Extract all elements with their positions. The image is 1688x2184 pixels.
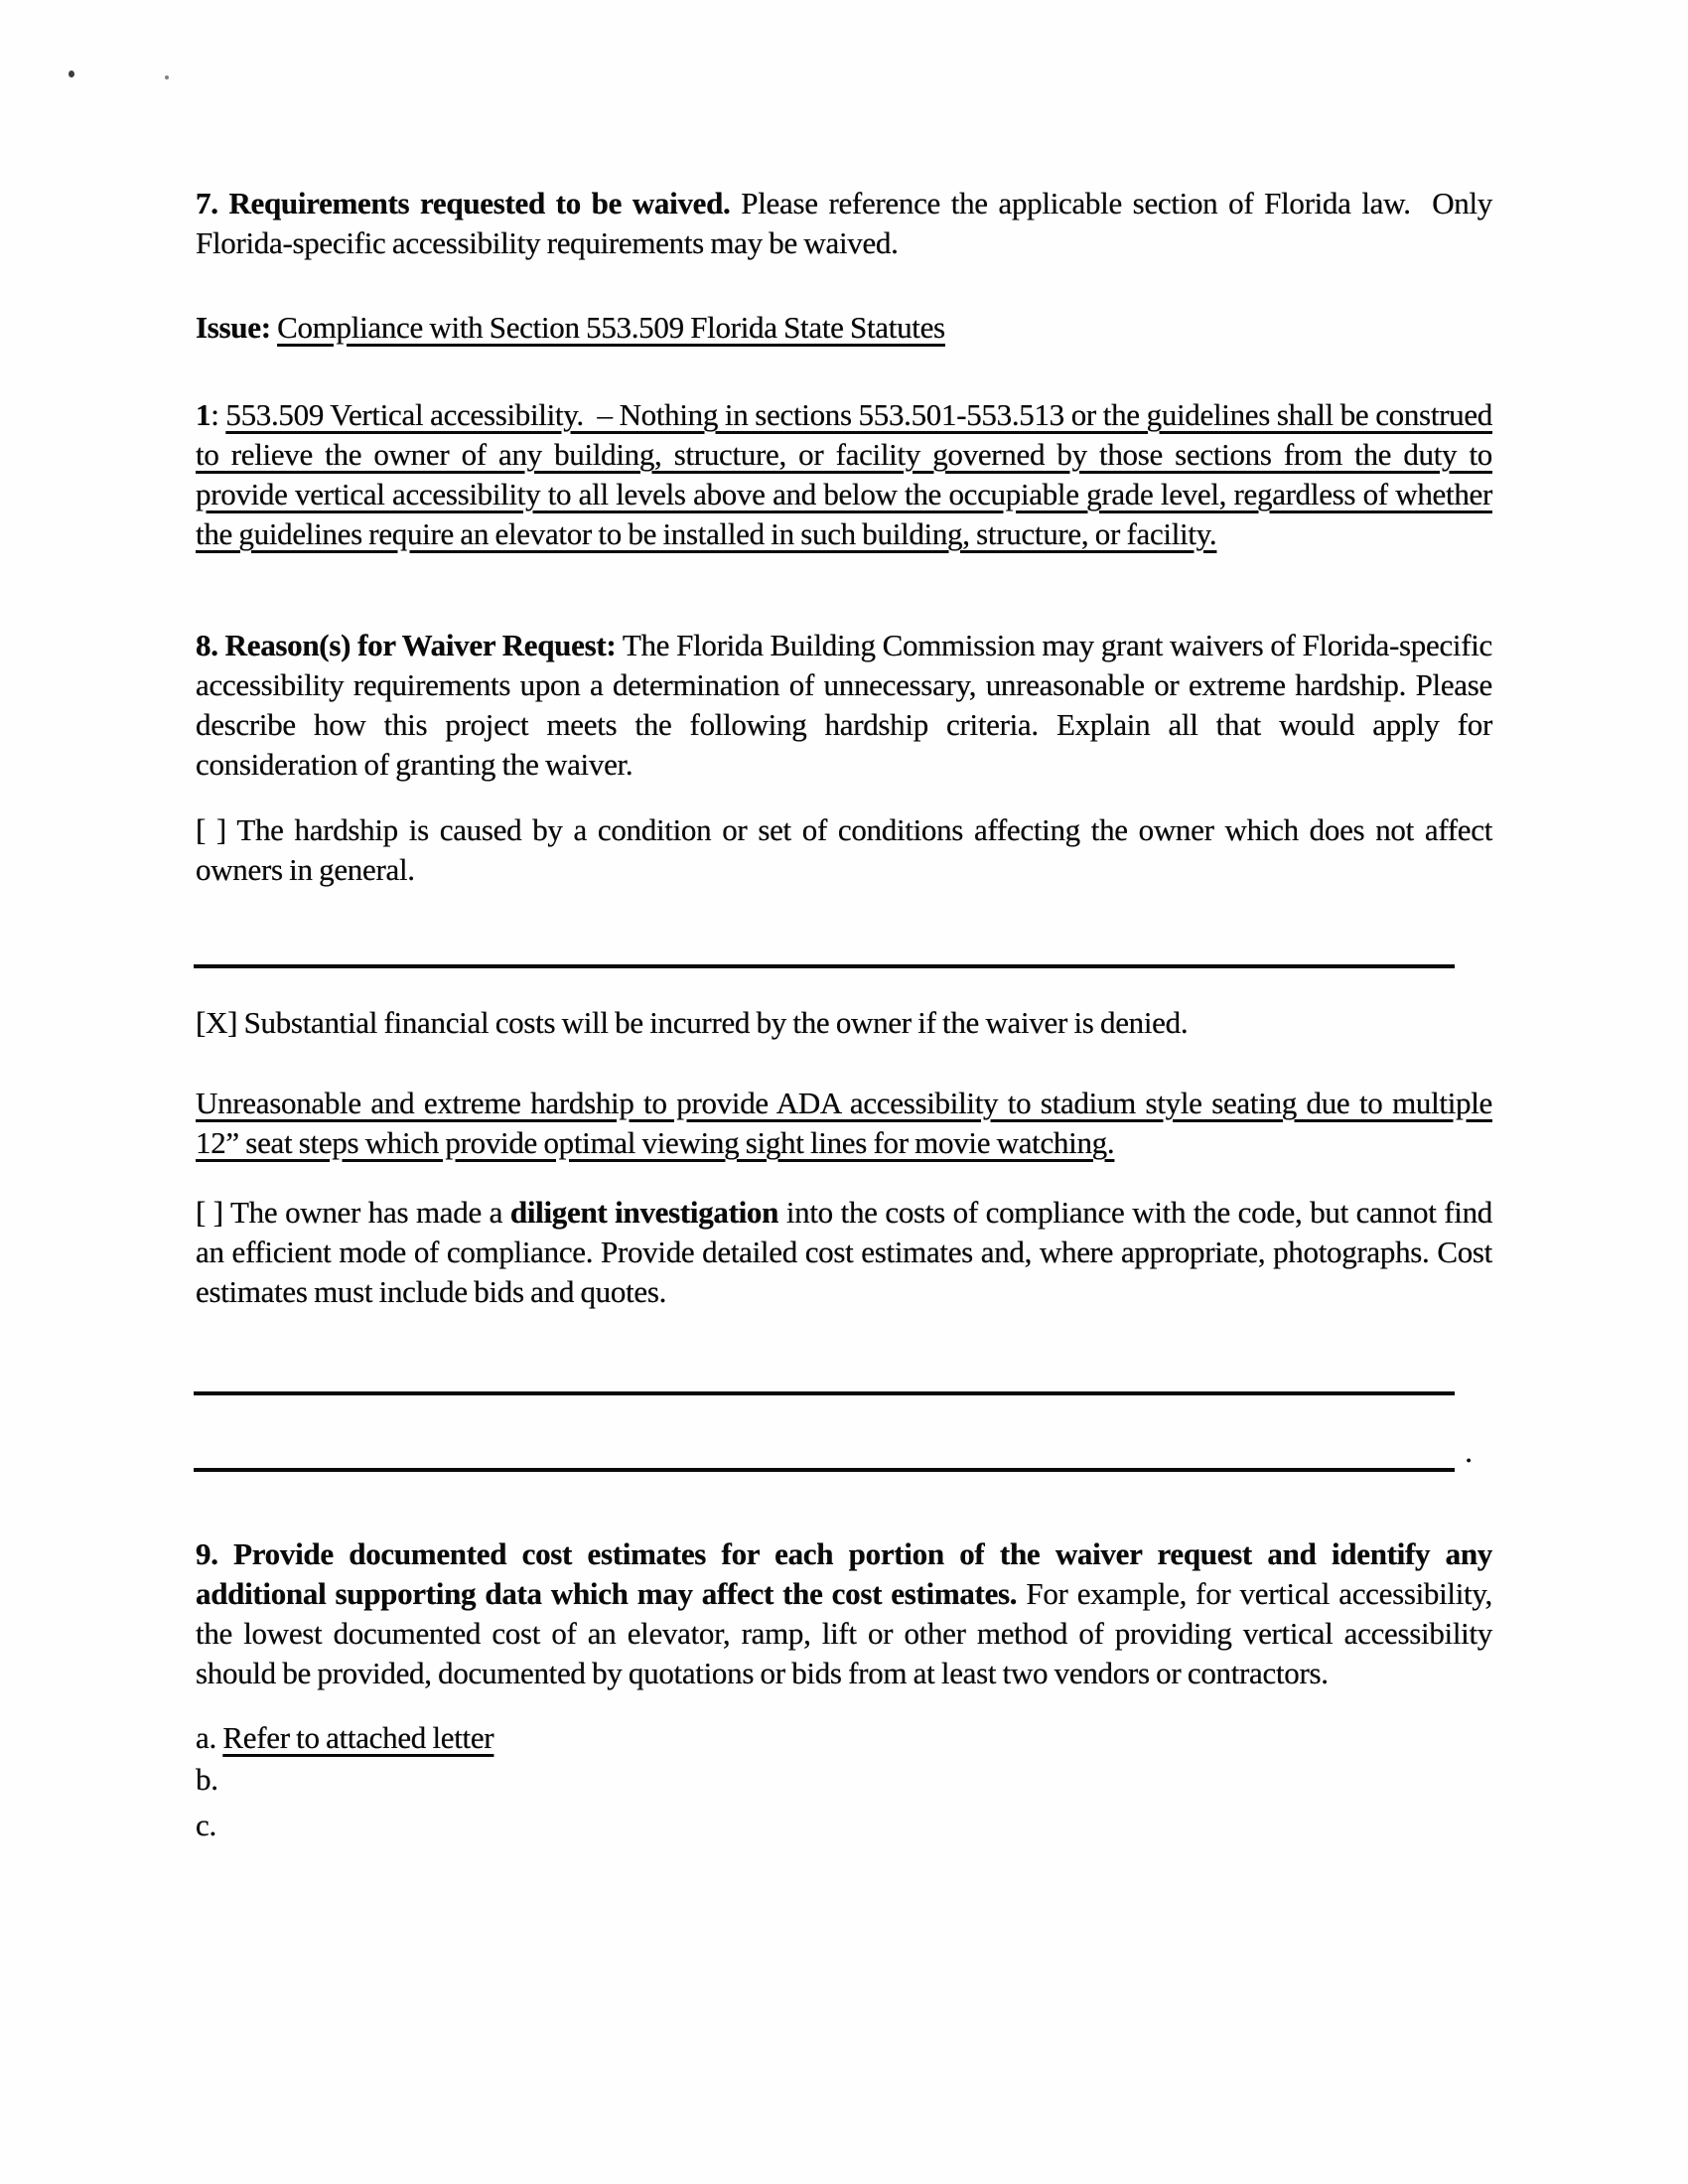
section-7-number: 7. [196,186,218,220]
issue-label: Issue: [196,310,271,345]
section-9-heading: Provide documented cost estimates for each portion of the waiver request and identify any additional supporting data which may affect the cost estimates. [196,1536,1493,1611]
issue-line [196,308,1492,348]
financial-hardship-answer [196,1084,1492,1163]
scan-speck-2 [165,75,169,79]
statute-separator: : [211,397,219,432]
section-8-heading: Reason(s) for Waiver Request: [224,628,617,662]
divider-line-2 [194,1391,1455,1395]
section-8-body: The Florida Building Commission may grant waivers of Florida-specific accessibility requirements upon a determination of unnecessary, unreasonable or extreme hardship. Please describe how this project meets the following hardship criteria. Explain all that would apply for consideration of granting the waiver. [196,628,1493,782]
checkbox-diligent-unchecked: [ ] [196,1195,223,1230]
issue-value: Compliance with Section 553.509 Florida State Statutes [277,310,945,345]
statute-number: 1 [196,397,211,432]
criterion-financial-costs [196,1003,1492,1043]
divider-line-1 [194,964,1455,968]
cost-item-b-label: b. [196,1762,218,1797]
cost-item-c [196,1806,1492,1845]
line-end-period: . [1465,1434,1473,1469]
criterion-diligent-investigation [196,1193,1492,1312]
cost-item-a [196,1718,1492,1758]
section-8-number: 8. [196,628,218,662]
cost-item-a-text: Refer to attached letter [222,1720,494,1755]
cost-item-b [196,1760,1492,1800]
statute-text: 553.509 Vertical accessibility. – Nothing in sections 553.501-553.513 or the guidelines shall be construed to relieve the owner of any building, structure, or facility governed by those sections from the duty to provide vertical accessibility to all levels above and below the occupiable grade level, regardless of whether the guidelines require an elevator to be installed in such building, structure, or facility. [196,397,1493,551]
section-9-paragraph [196,1534,1492,1693]
section-8-paragraph [196,626,1492,785]
checkbox-financial-checked: [X] [196,1005,238,1040]
scan-speck-1 [69,71,74,77]
criterion-hardship-condition [196,810,1492,890]
section-9-body: For example, for vertical accessibility, the lowest documented cost of an elevator, ramp, lift or other method of providing vertical accessibility should be provided, documented by quotations or bids from at least two vendors or contractors. [196,1576,1492,1690]
criterion-diligent-post: into the costs of compliance with the code, but cannot find an efficient mode of compliance. Provide detailed cost estimates and, where appropriate, photographs. Cost estimates must include bids and quotes. [196,1195,1492,1309]
section-7-body: Please reference the applicable section of Florida law. Only Florida-specific accessibility requirements may be waived. [196,186,1493,260]
document-content [196,0,1492,1845]
criterion-financial-text: Substantial financial costs will be incurred by the owner if the waiver is denied. [243,1005,1189,1040]
cost-item-c-label: c. [196,1808,216,1842]
checkbox-hardship-unchecked: [ ] [196,812,226,847]
criterion-diligent-bold: diligent investigation [509,1195,779,1230]
criterion-hardship-text: The hardship is caused by a condition or set of conditions affecting the owner which does not affect owners in general. [196,812,1493,887]
divider-line-3 [194,1434,1473,1472]
section-7-paragraph [196,184,1492,263]
statute-quote [196,395,1492,554]
cost-item-a-label: a. [196,1720,216,1755]
section-7-heading: Requirements requested to be waived. [228,186,731,220]
financial-hardship-answer-text: Unreasonable and extreme hardship to provide ADA accessibility to stadium style seating due to multiple 12” seat steps which provide optimal viewing sight lines for movie watching. [196,1086,1492,1160]
criterion-diligent-pre: The owner has made a [230,1195,503,1230]
section-9-number: 9. [196,1536,218,1571]
